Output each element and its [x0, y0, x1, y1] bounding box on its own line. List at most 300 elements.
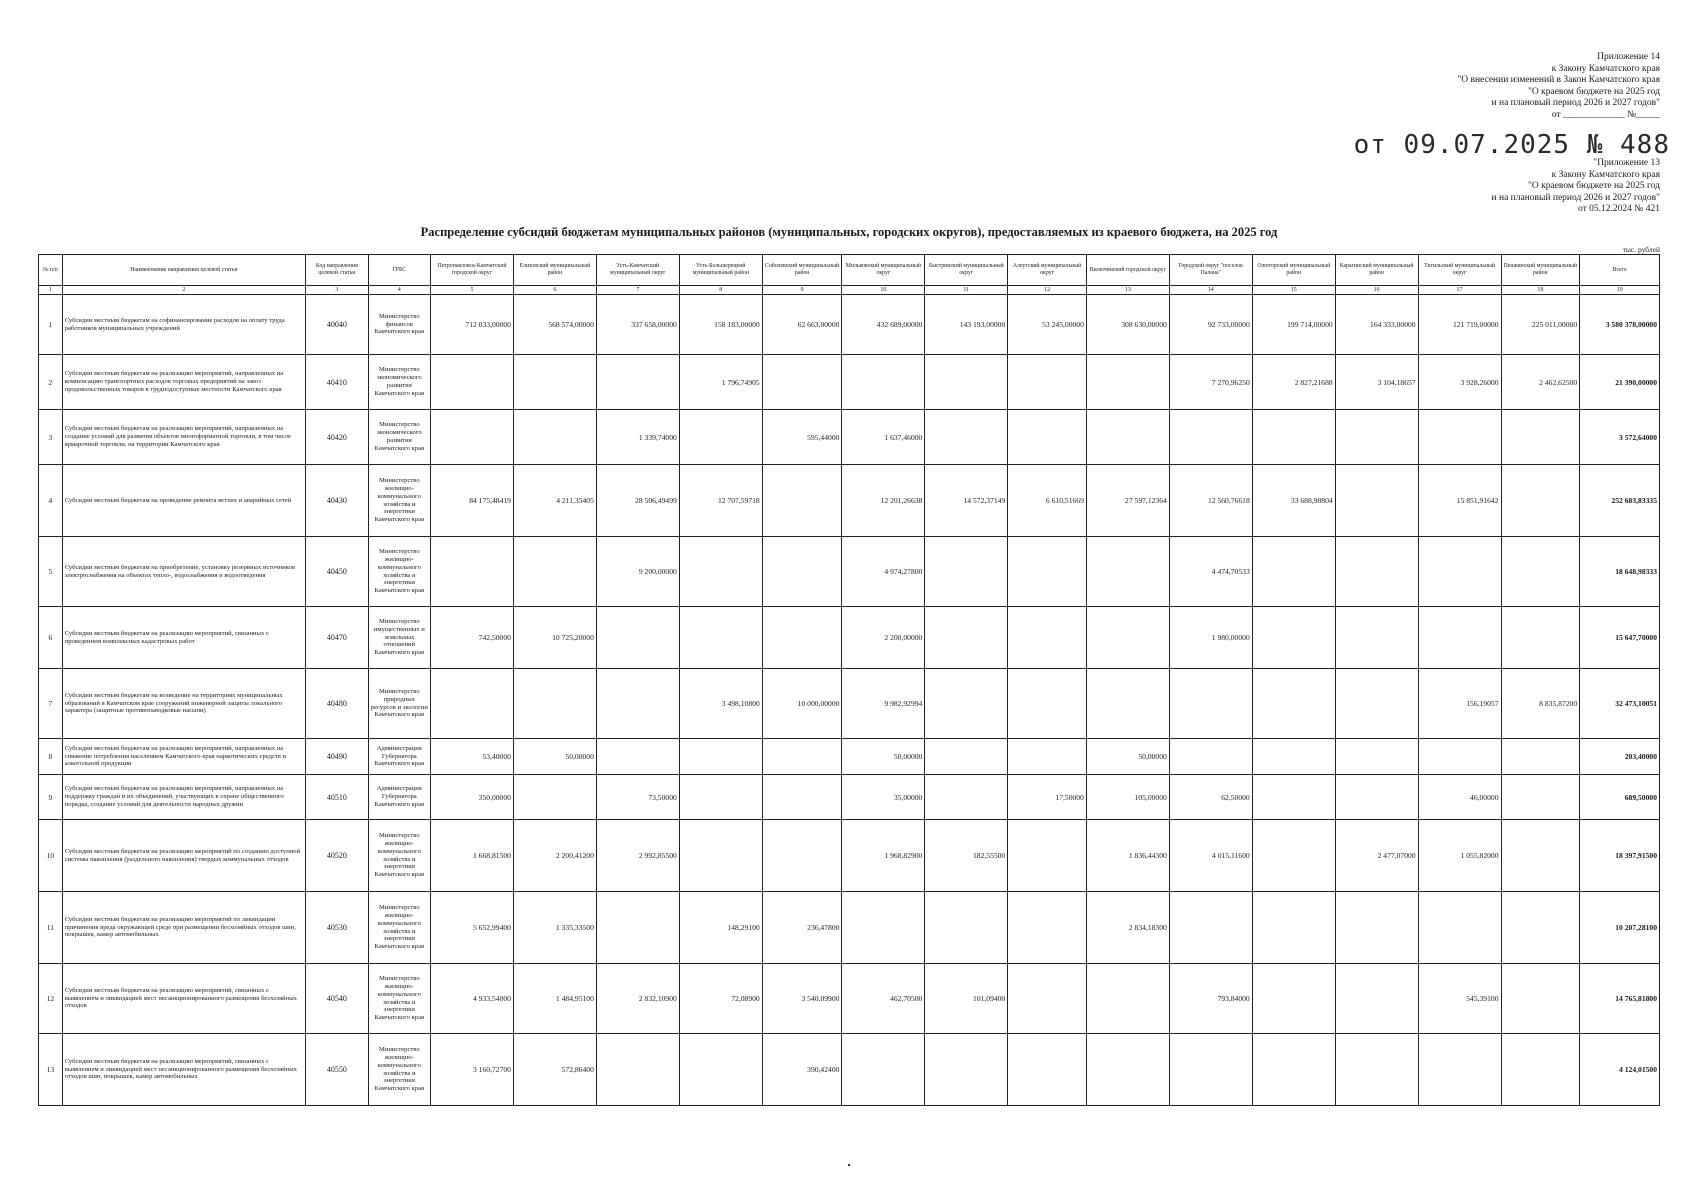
row-number: 8	[39, 739, 63, 775]
value-cell	[1008, 410, 1087, 465]
value-cell	[1501, 775, 1580, 820]
column-number: 19	[1580, 286, 1660, 295]
value-cell: 46,00000	[1418, 775, 1501, 820]
column-number-row	[39, 286, 1660, 295]
value-cell: 17,50000	[1008, 775, 1087, 820]
value-cell	[1501, 537, 1580, 607]
value-cell	[925, 1034, 1008, 1106]
value-cell	[513, 775, 596, 820]
column-header: Алеутский муниципальный округ	[1008, 255, 1087, 286]
value-cell: 6 610,51669	[1008, 465, 1087, 537]
row-grbs: Министерство жилищно-коммунального хозяйства и энергетики Камчатского края	[368, 820, 430, 892]
value-cell	[1252, 775, 1335, 820]
value-cell	[679, 1034, 762, 1106]
value-cell: 121 719,00000	[1418, 295, 1501, 355]
value-cell	[1501, 465, 1580, 537]
value-cell	[925, 739, 1008, 775]
value-cell: 84 175,48419	[431, 465, 514, 537]
value-cell	[1418, 537, 1501, 607]
value-cell: 4 015,11600	[1169, 820, 1252, 892]
row-name: Субсидии местным бюджетам на приобретение, установку резервных источников электроснабжения на объектах тепло-, водоснабжения и водоотведения	[62, 537, 305, 607]
value-cell: 50,00000	[1086, 739, 1169, 775]
value-cell: 92 733,00000	[1169, 295, 1252, 355]
row-grbs: Министерство имущественных и земельных отношений Камчатского края	[368, 607, 430, 669]
value-cell	[679, 537, 762, 607]
value-cell	[1335, 537, 1418, 607]
column-header: Олюторский муниципальный район	[1252, 255, 1335, 286]
value-cell: 199 714,00000	[1252, 295, 1335, 355]
scan-speck	[848, 1164, 850, 1166]
row-name: Субсидии местным бюджетам на софинансирование расходов на оплату труда работников муниципальных учреждений	[62, 295, 305, 355]
row-number: 6	[39, 607, 63, 669]
header-line: от _____________ №_____	[1551, 109, 1660, 120]
value-cell: 12 201,26638	[842, 465, 925, 537]
value-cell	[1335, 892, 1418, 964]
value-cell	[1252, 537, 1335, 607]
column-header: Наименование направления целевой статьи	[62, 255, 305, 286]
row-number: 1	[39, 295, 63, 355]
row-name: Субсидии местным бюджетам на реализацию мероприятий, связанных с выявлением и ликвидацией мест несанкционированного размещения бесхозяйных отходов	[62, 964, 305, 1034]
appendix-header-bottom	[1220, 158, 1660, 216]
column-header: Петропавловск-Камчатский городской округ	[431, 255, 514, 286]
value-cell	[1501, 739, 1580, 775]
header-line: и на плановый период 2026 и 2027 годов"	[1491, 98, 1660, 108]
column-header: Всего	[1580, 255, 1660, 286]
row-grbs: Министерство экономического развития Камчатского края	[368, 355, 430, 410]
value-cell: 350,00000	[431, 775, 514, 820]
value-cell: 8 835,87200	[1501, 669, 1580, 739]
column-number: 16	[1335, 286, 1418, 295]
value-cell	[1252, 820, 1335, 892]
row-name: Субсидии местным бюджетам на реализацию мероприятий, направленных на создание условий для развития объектов многоформатной торговли, в том числе ярмарочной торговли, на территории Камчатского края	[62, 410, 305, 465]
value-cell	[1335, 739, 1418, 775]
value-cell: 101,09400	[925, 964, 1008, 1034]
value-cell	[925, 892, 1008, 964]
value-cell	[513, 537, 596, 607]
value-cell: 2 827,21688	[1252, 355, 1335, 410]
value-cell	[1252, 1034, 1335, 1106]
table-body	[39, 295, 1660, 1106]
value-cell	[431, 355, 514, 410]
value-cell	[596, 1034, 679, 1106]
total-cell: 3 580 378,00000	[1580, 295, 1660, 355]
value-cell	[1418, 607, 1501, 669]
value-cell	[1086, 669, 1169, 739]
table-row	[39, 355, 1660, 410]
value-cell: 1 968,82900	[842, 820, 925, 892]
value-cell: 105,00000	[1086, 775, 1169, 820]
value-cell: 3 498,10800	[679, 669, 762, 739]
value-cell: 5 652,99400	[431, 892, 514, 964]
row-number: 9	[39, 775, 63, 820]
value-cell	[1169, 410, 1252, 465]
value-cell	[596, 355, 679, 410]
value-cell: 568 574,00000	[513, 295, 596, 355]
value-cell: 9 200,00000	[596, 537, 679, 607]
column-header: Городской округ "поселок Палана"	[1169, 255, 1252, 286]
column-number: 15	[1252, 286, 1335, 295]
header-line: и на плановый период 2026 и 2027 годов"	[1491, 192, 1660, 203]
value-cell: 35,00000	[842, 775, 925, 820]
value-cell: 1 980,00000	[1169, 607, 1252, 669]
row-name: Субсидии местным бюджетам на реализацию мероприятий по ликвидации причинения вреда окружающей среде при размещении бесхозяйных отходов шин, покрышек, камер автомобильных	[62, 892, 305, 964]
table-header-row	[39, 255, 1660, 286]
column-header: Быстринский муниципальный округ	[925, 255, 1008, 286]
value-cell	[1418, 410, 1501, 465]
value-cell	[1335, 1034, 1418, 1106]
column-number: 12	[1008, 286, 1087, 295]
column-number: 3	[306, 286, 368, 295]
column-number: 18	[1501, 286, 1580, 295]
header-line: "О внесении изменений в Закон Камчатского края	[1457, 75, 1660, 85]
column-number: 13	[1086, 286, 1169, 295]
value-cell	[1008, 892, 1087, 964]
column-number: 17	[1418, 286, 1501, 295]
value-cell: 225 011,00000	[1501, 295, 1580, 355]
row-code: 40410	[306, 355, 368, 410]
value-cell	[1086, 410, 1169, 465]
value-cell: 793,84000	[1169, 964, 1252, 1034]
column-header: Тигильский муниципальный округ	[1418, 255, 1501, 286]
value-cell: 2 992,85500	[596, 820, 679, 892]
table-row	[39, 739, 1660, 775]
value-cell	[925, 669, 1008, 739]
header-line: "О краевом бюджете на 2025 год	[1528, 181, 1660, 191]
value-cell: 572,86400	[513, 1034, 596, 1106]
value-cell	[1086, 964, 1169, 1034]
total-cell: 32 473,10051	[1580, 669, 1660, 739]
value-cell: 1 836,44300	[1086, 820, 1169, 892]
value-cell	[762, 537, 842, 607]
value-cell: 4 211,35405	[513, 465, 596, 537]
value-cell: 156,19057	[1418, 669, 1501, 739]
value-cell	[1335, 964, 1418, 1034]
value-cell: 10 725,20000	[513, 607, 596, 669]
value-cell: 53 245,00000	[1008, 295, 1087, 355]
value-cell	[1501, 1034, 1580, 1106]
value-cell	[1501, 964, 1580, 1034]
value-cell	[1008, 964, 1087, 1034]
row-name: Субсидии местным бюджетам на возведение на территориях муниципальных образований в Камчатском крае сооружений инженерной защиты локального характера (защитные противопаводковые насыпи)	[62, 669, 305, 739]
row-number: 3	[39, 410, 63, 465]
total-cell: 689,50000	[1580, 775, 1660, 820]
column-header: Елизовский муниципальный район	[513, 255, 596, 286]
table-row	[39, 465, 1660, 537]
column-header: Усть-Большерецкий муниципальный район	[679, 255, 762, 286]
value-cell: 50,00000	[513, 739, 596, 775]
value-cell: 15 851,91642	[1418, 465, 1501, 537]
value-cell	[762, 355, 842, 410]
value-cell: 12 560,76618	[1169, 465, 1252, 537]
row-name: Субсидии местным бюджетам на проведение ремонта ветхих и аварийных сетей	[62, 465, 305, 537]
value-cell: 337 658,00000	[596, 295, 679, 355]
value-cell	[925, 410, 1008, 465]
row-code: 40420	[306, 410, 368, 465]
row-grbs: Министерство жилищно-коммунального хозяйства и энергетики Камчатского края	[368, 964, 430, 1034]
value-cell	[1008, 739, 1087, 775]
value-cell: 12 707,59718	[679, 465, 762, 537]
total-cell: 252 683,83335	[1580, 465, 1660, 537]
value-cell	[1086, 355, 1169, 410]
value-cell	[1335, 775, 1418, 820]
row-code: 40540	[306, 964, 368, 1034]
header-line: "О краевом бюджете на 2025 год	[1528, 86, 1660, 97]
value-cell	[679, 775, 762, 820]
value-cell: 50,00000	[842, 739, 925, 775]
value-cell	[762, 607, 842, 669]
table-row	[39, 410, 1660, 465]
value-cell: 545,39100	[1418, 964, 1501, 1034]
value-cell	[1335, 607, 1418, 669]
value-cell: 72,08900	[679, 964, 762, 1034]
value-cell: 2 462,62500	[1501, 355, 1580, 410]
row-code: 40490	[306, 739, 368, 775]
table-row	[39, 295, 1660, 355]
value-cell	[1008, 1034, 1087, 1106]
value-cell: 7 270,96250	[1169, 355, 1252, 410]
total-cell: 4 124,01500	[1580, 1034, 1660, 1106]
row-name: Субсидии местным бюджетам на реализацию мероприятий, направленных на снижение потребления населением Камчатского края наркотических средств и алкогольной продукции	[62, 739, 305, 775]
value-cell	[513, 410, 596, 465]
value-cell	[679, 607, 762, 669]
value-cell: 3 928,26000	[1418, 355, 1501, 410]
value-cell: 1 668,81500	[431, 820, 514, 892]
value-cell	[1418, 892, 1501, 964]
value-cell	[1169, 669, 1252, 739]
column-number: 11	[925, 286, 1008, 295]
value-cell	[925, 775, 1008, 820]
value-cell: 4 974,27800	[842, 537, 925, 607]
value-cell	[762, 739, 842, 775]
value-cell: 1 484,95100	[513, 964, 596, 1034]
row-number: 7	[39, 669, 63, 739]
value-cell: 148,29100	[679, 892, 762, 964]
row-grbs: Министерство жилищно-коммунального хозяйства и энергетики Камчатского края	[368, 892, 430, 964]
row-code: 40450	[306, 537, 368, 607]
value-cell	[596, 892, 679, 964]
row-grbs: Министерство жилищно-коммунального хозяйства и энергетики Камчатского края	[368, 1034, 430, 1106]
value-cell: 742,50000	[431, 607, 514, 669]
value-cell	[679, 739, 762, 775]
row-code: 40530	[306, 892, 368, 964]
value-cell	[1501, 410, 1580, 465]
value-cell: 462,70500	[842, 964, 925, 1034]
value-cell	[1252, 669, 1335, 739]
total-cell: 14 765,81800	[1580, 964, 1660, 1034]
value-cell	[1418, 1034, 1501, 1106]
total-cell: 18 397,91500	[1580, 820, 1660, 892]
header-line: к Закону Камчатского края	[1551, 169, 1660, 180]
value-cell: 595,44000	[762, 410, 842, 465]
value-cell	[1008, 820, 1087, 892]
header-line: от 05.12.2024 № 421	[1578, 204, 1660, 214]
column-header: Код направления целевой статьи	[306, 255, 368, 286]
row-grbs: Министерство экономического развития Камчатского края	[368, 410, 430, 465]
value-cell: 10 000,00000	[762, 669, 842, 739]
column-header: Вилючинский городской округ	[1086, 255, 1169, 286]
row-grbs: Министерство жилищно-коммунального хозяйства и энергетики Камчатского края	[368, 465, 430, 537]
total-cell: 21 390,00000	[1580, 355, 1660, 410]
row-name: Субсидии местным бюджетам на реализацию мероприятий, направленных на поддержку граждан и их объединений, участвующих в охране общественного порядка, создание условий для деятельности народных дружин	[62, 775, 305, 820]
column-number: 5	[431, 286, 514, 295]
table-row	[39, 964, 1660, 1034]
value-cell: 164 333,00000	[1335, 295, 1418, 355]
value-cell: 9 982,92994	[842, 669, 925, 739]
column-header: № п/п	[39, 255, 63, 286]
value-cell	[1501, 892, 1580, 964]
value-cell	[513, 669, 596, 739]
value-cell	[1252, 410, 1335, 465]
total-cell: 10 207,28100	[1580, 892, 1660, 964]
value-cell	[762, 820, 842, 892]
table-row	[39, 775, 1660, 820]
subsidy-table	[38, 254, 1660, 1106]
column-number: 9	[762, 286, 842, 295]
value-cell	[1008, 607, 1087, 669]
value-cell: 2 200,00000	[842, 607, 925, 669]
value-cell	[1501, 820, 1580, 892]
table-row	[39, 537, 1660, 607]
value-cell: 390,42400	[762, 1034, 842, 1106]
column-number: 1	[39, 286, 63, 295]
row-code: 40040	[306, 295, 368, 355]
value-cell	[1335, 465, 1418, 537]
value-cell: 143 193,00000	[925, 295, 1008, 355]
column-header: Усть-Камчатский муниципальный округ	[596, 255, 679, 286]
value-cell: 2 200,41200	[513, 820, 596, 892]
value-cell	[1335, 410, 1418, 465]
value-cell	[925, 355, 1008, 410]
value-cell	[1252, 964, 1335, 1034]
row-name: Субсидии местным бюджетам на реализацию мероприятий, связанных с проведением комплексных кадастровых работ	[62, 607, 305, 669]
value-cell: 28 506,49499	[596, 465, 679, 537]
total-cell: 18 648,98333	[1580, 537, 1660, 607]
value-cell	[1008, 537, 1087, 607]
value-cell: 53,40000	[431, 739, 514, 775]
row-number: 12	[39, 964, 63, 1034]
registration-stamp: от 09.07.2025 № 488	[1353, 130, 1670, 160]
value-cell	[596, 739, 679, 775]
value-cell: 2 834,18300	[1086, 892, 1169, 964]
column-header: Мильковский муниципальный округ	[842, 255, 925, 286]
row-grbs: Министерство финансов Камчатского края	[368, 295, 430, 355]
value-cell	[1008, 355, 1087, 410]
column-number: 7	[596, 286, 679, 295]
value-cell	[679, 820, 762, 892]
value-cell	[925, 537, 1008, 607]
row-number: 2	[39, 355, 63, 410]
value-cell	[1086, 607, 1169, 669]
value-cell: 236,47800	[762, 892, 842, 964]
value-cell	[762, 465, 842, 537]
value-cell: 27 597,12364	[1086, 465, 1169, 537]
value-cell: 158 183,00000	[679, 295, 762, 355]
column-number: 8	[679, 286, 762, 295]
header-line: Приложение 14	[1597, 52, 1660, 62]
value-cell	[1086, 537, 1169, 607]
table-row	[39, 669, 1660, 739]
value-cell	[1335, 669, 1418, 739]
column-number: 10	[842, 286, 925, 295]
value-cell	[1169, 892, 1252, 964]
value-cell: 308 630,00000	[1086, 295, 1169, 355]
value-cell: 1 055,82000	[1418, 820, 1501, 892]
value-cell	[1169, 739, 1252, 775]
value-cell	[1252, 607, 1335, 669]
row-name: Субсидии местным бюджетам на реализацию мероприятий, связанных с выявлением и ликвидацией мест несанкционированного размещения бесхозяйных отходов шин, покрышек, камер автомобильных	[62, 1034, 305, 1106]
column-header: Соболевский муниципальный район	[762, 255, 842, 286]
row-code: 40430	[306, 465, 368, 537]
value-cell	[431, 669, 514, 739]
column-header: Карагинский муниципальный район	[1335, 255, 1418, 286]
value-cell: 3 160,72700	[431, 1034, 514, 1106]
document-title: Распределение субсидий бюджетам муниципальных районов (муниципальных, городских округов), предоставляемых из краевого бюджета, на 2025 год	[420, 225, 1278, 239]
value-cell: 2 477,07000	[1335, 820, 1418, 892]
row-code: 40470	[306, 607, 368, 669]
value-cell: 1 335,33500	[513, 892, 596, 964]
value-cell: 62,50000	[1169, 775, 1252, 820]
row-grbs: Администрация Губернатора Камчатского края	[368, 775, 430, 820]
value-cell: 1 637,46000	[842, 410, 925, 465]
value-cell: 4 933,54000	[431, 964, 514, 1034]
column-header: Пенжинский муниципальный район	[1501, 255, 1580, 286]
row-number: 4	[39, 465, 63, 537]
row-grbs: Администрация Губернатора Камчатского края	[368, 739, 430, 775]
value-cell	[679, 410, 762, 465]
value-cell: 62 663,00000	[762, 295, 842, 355]
column-number: 2	[62, 286, 305, 295]
column-number: 4	[368, 286, 430, 295]
column-number: 6	[513, 286, 596, 295]
value-cell	[1169, 1034, 1252, 1106]
value-cell: 1 796,74905	[679, 355, 762, 410]
value-cell	[1501, 607, 1580, 669]
total-cell: 203,40000	[1580, 739, 1660, 775]
value-cell	[1252, 892, 1335, 964]
row-name: Субсидии местным бюджетам на реализацию мероприятий, направленных на компенсацию транспортных расходов торговых предприятий на завоз продовольственных товаров в труднодоступные местности Камчатского края	[62, 355, 305, 410]
table-row	[39, 892, 1660, 964]
value-cell: 182,55500	[925, 820, 1008, 892]
value-cell	[842, 1034, 925, 1106]
value-cell	[513, 355, 596, 410]
row-number: 5	[39, 537, 63, 607]
value-cell	[842, 892, 925, 964]
value-cell: 14 572,37149	[925, 465, 1008, 537]
value-cell	[1252, 739, 1335, 775]
value-cell	[1086, 1034, 1169, 1106]
header-line: "Приложение 13	[1593, 158, 1660, 168]
row-number: 10	[39, 820, 63, 892]
column-header: ГРБС	[368, 255, 430, 286]
value-cell: 712 033,00000	[431, 295, 514, 355]
value-cell	[1008, 669, 1087, 739]
row-code: 40550	[306, 1034, 368, 1106]
column-number: 14	[1169, 286, 1252, 295]
total-cell: 15 647,70000	[1580, 607, 1660, 669]
unit-label: тыс. рублей	[1622, 245, 1660, 254]
table-row	[39, 820, 1660, 892]
value-cell: 2 832,10900	[596, 964, 679, 1034]
table-row	[39, 607, 1660, 669]
row-code: 40520	[306, 820, 368, 892]
value-cell: 4 474,70533	[1169, 537, 1252, 607]
value-cell	[1418, 739, 1501, 775]
value-cell	[762, 775, 842, 820]
value-cell	[431, 410, 514, 465]
total-cell: 3 572,64000	[1580, 410, 1660, 465]
value-cell	[596, 607, 679, 669]
value-cell: 432 689,00000	[842, 295, 925, 355]
